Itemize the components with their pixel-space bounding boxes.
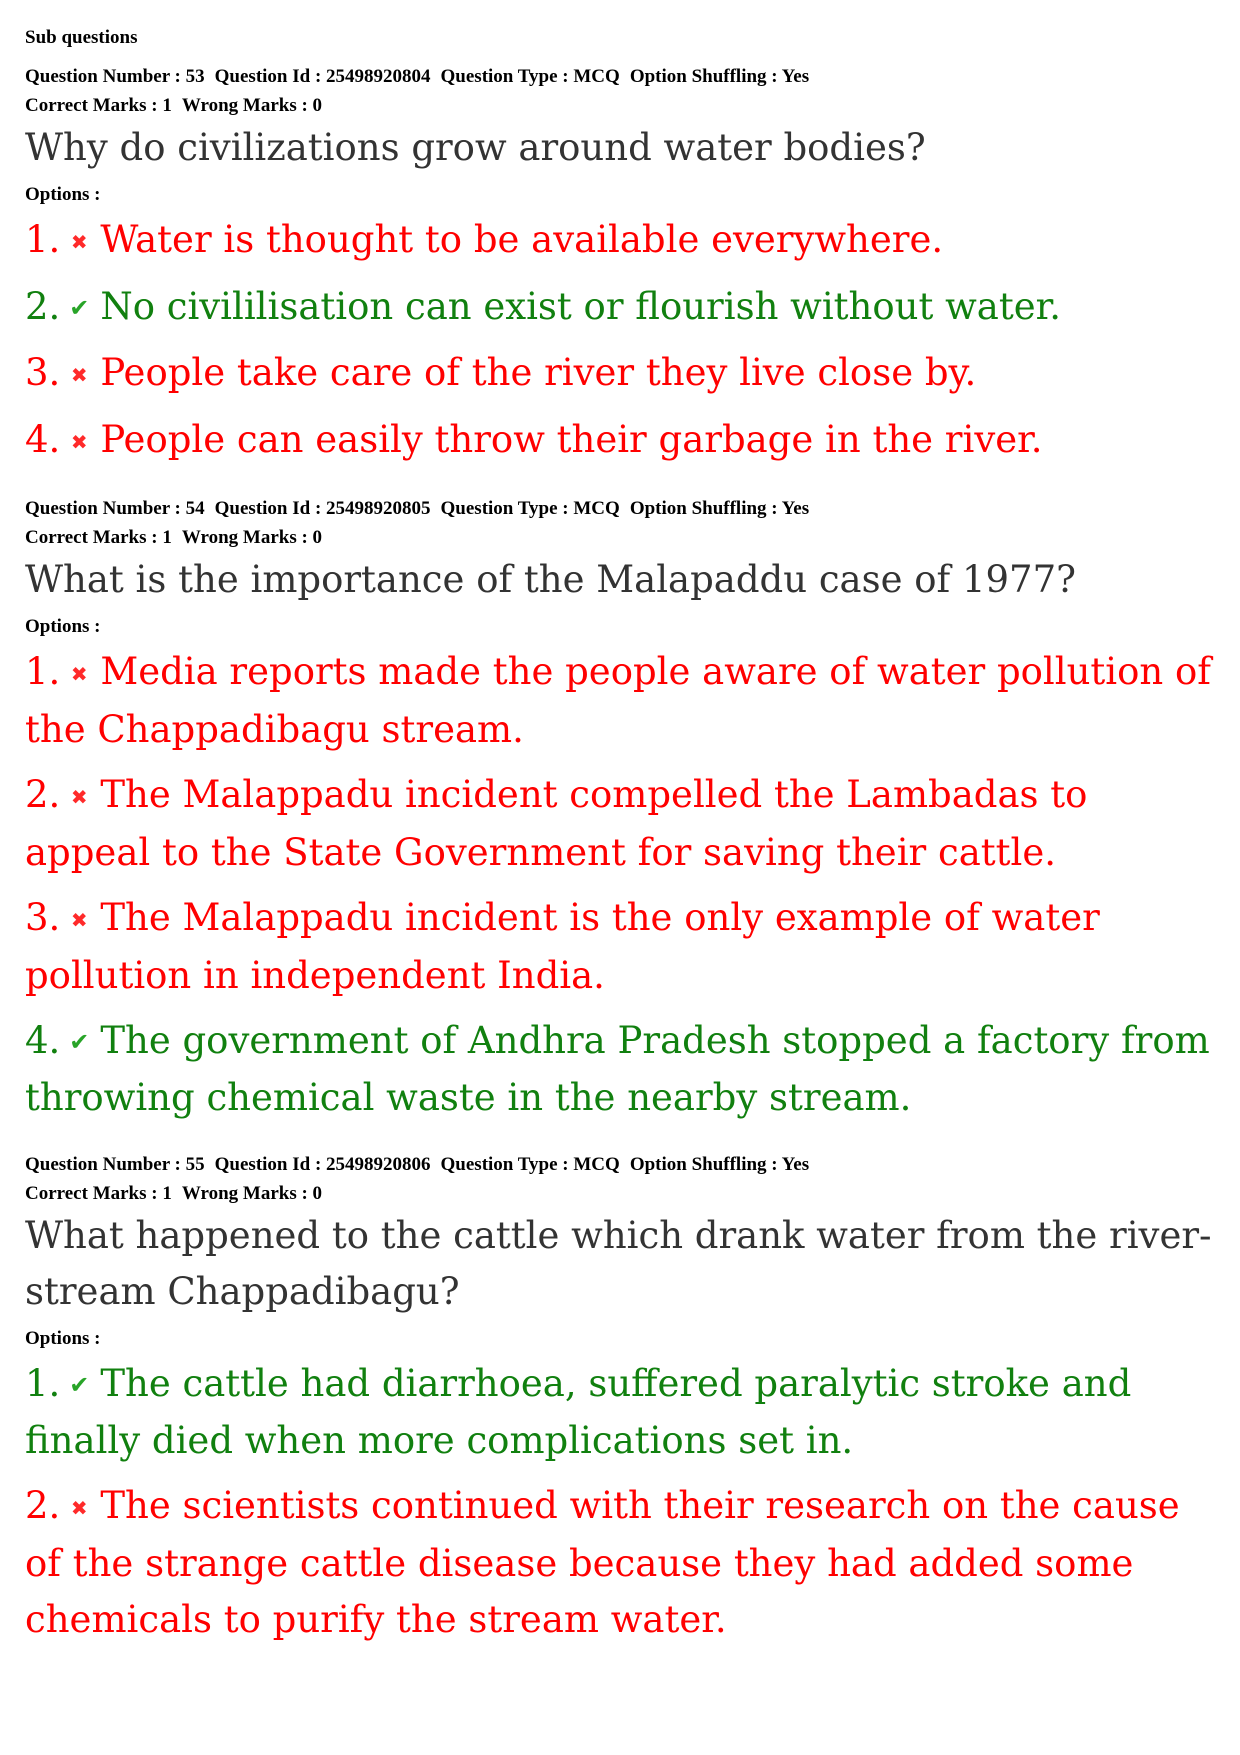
cross-icon: ✖	[70, 662, 88, 686]
marks-field: Correct Marks : 1	[25, 1183, 172, 1204]
cross-icon: ✖	[70, 230, 88, 254]
check-icon: ✔	[69, 1371, 90, 1399]
option-text: People take care of the river they live close by.	[100, 351, 977, 394]
meta-field: Option Shuffling : Yes	[629, 66, 810, 87]
question-meta-line	[25, 1150, 1215, 1179]
meta-field: Question Number : 54	[25, 498, 205, 519]
option-correct	[25, 1013, 1215, 1126]
meta-field: Question Number : 53	[25, 66, 205, 87]
option-number: 1.	[25, 218, 61, 261]
option-text: The Malappadu incident compelled the Lambadas to appeal to the State Government for saving their cattle.	[25, 773, 1088, 874]
meta-field: Question Type : MCQ	[440, 1154, 620, 1175]
option-number: 2.	[25, 1484, 61, 1527]
option-text: The cattle had diarrhoea, suffered paralytic stroke and finally died when more complications set in.	[25, 1362, 1132, 1462]
meta-field: Question Id : 25498920805	[214, 498, 431, 519]
meta-field: Question Type : MCQ	[440, 66, 620, 87]
meta-field: Question Id : 25498920804	[214, 66, 431, 87]
cross-icon: ✖	[70, 430, 88, 454]
page	[25, 24, 1215, 1657]
options-label: Options :	[25, 1328, 101, 1349]
option-number: 4.	[25, 1019, 61, 1062]
question-meta-line	[25, 62, 1215, 91]
option-number: 1.	[25, 650, 61, 693]
marks-meta-line	[25, 91, 1215, 120]
marks-field: Wrong Marks : 0	[181, 1183, 323, 1204]
meta-field: Question Type : MCQ	[440, 498, 620, 519]
marks-field: Wrong Marks : 0	[181, 527, 323, 548]
option-text: No civililisation can exist or flourish without water.	[100, 285, 1061, 328]
question-block	[25, 62, 1215, 470]
marks-field: Wrong Marks : 0	[181, 95, 323, 116]
option-text: The Malappadu incident is the only example of water pollution in independent India.	[25, 896, 1100, 997]
option-number: 4.	[25, 418, 61, 461]
cross-icon: ✖	[70, 785, 88, 809]
option-text: The government of Andhra Pradesh stopped a factory from throwing chemical waste in the nearby stream.	[25, 1019, 1210, 1119]
option-correct	[25, 1356, 1215, 1469]
meta-field: Option Shuffling : Yes	[629, 1154, 810, 1175]
question-block	[25, 1150, 1215, 1648]
options-label: Options :	[25, 616, 101, 637]
marks-meta-line	[25, 523, 1215, 552]
option-number: 3.	[25, 351, 61, 394]
marks-field: Correct Marks : 1	[25, 95, 172, 116]
cross-icon: ✖	[70, 1496, 88, 1520]
option-number: 2.	[25, 773, 61, 816]
option-wrong	[25, 212, 1215, 270]
option-wrong	[25, 1478, 1215, 1648]
option-wrong	[25, 767, 1215, 881]
question-block	[25, 494, 1215, 1126]
option-correct	[25, 279, 1215, 336]
option-text: Water is thought to be available everywhere.	[100, 218, 944, 261]
meta-field: Question Id : 25498920806	[214, 1154, 431, 1175]
option-number: 3.	[25, 896, 61, 939]
option-wrong	[25, 644, 1215, 758]
cross-icon: ✖	[70, 363, 88, 387]
option-number: 1.	[25, 1362, 61, 1405]
cross-icon: ✖	[70, 908, 88, 932]
option-wrong	[25, 412, 1215, 470]
options-label: Options :	[25, 184, 101, 205]
option-wrong	[25, 890, 1215, 1004]
option-text: The scientists continued with their research on the cause of the strange cattle disease because they had added some chemicals to purify the stream water.	[25, 1484, 1180, 1641]
option-wrong	[25, 345, 1215, 403]
section-title: Sub questions	[25, 27, 138, 48]
question-list	[25, 62, 1215, 1648]
option-text: People can easily throw their garbage in the river.	[100, 418, 1043, 461]
marks-field: Correct Marks : 1	[25, 527, 172, 548]
check-icon: ✔	[69, 294, 90, 322]
question-text: What happened to the cattle which drank water from the river-stream Chappadibagu?	[25, 1214, 1212, 1313]
meta-field: Question Number : 55	[25, 1154, 205, 1175]
question-meta-line	[25, 494, 1215, 523]
marks-meta-line	[25, 1179, 1215, 1208]
option-text: Media reports made the people aware of water pollution of the Chappadibagu stream.	[25, 650, 1211, 751]
question-text: Why do civilizations grow around water bodies?	[25, 126, 926, 169]
option-number: 2.	[25, 285, 61, 328]
check-icon: ✔	[69, 1028, 90, 1056]
question-text: What is the importance of the Malapaddu case of 1977?	[25, 558, 1076, 601]
meta-field: Option Shuffling : Yes	[629, 498, 810, 519]
